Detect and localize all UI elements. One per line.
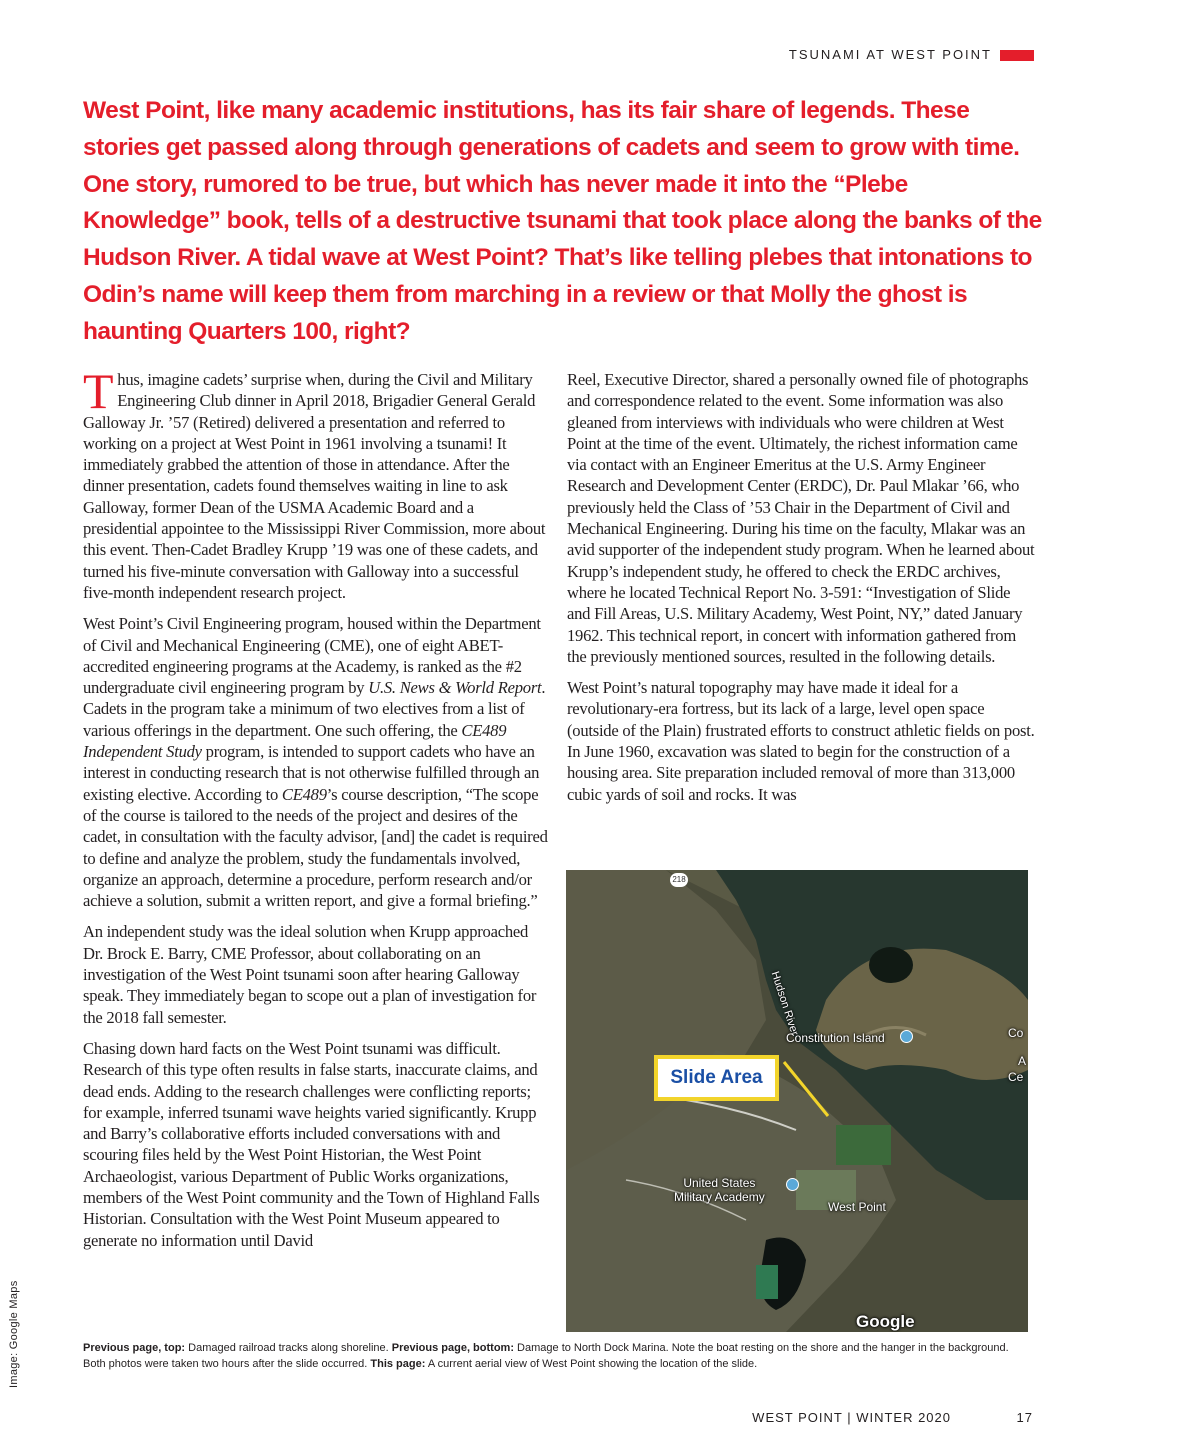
intro-paragraph: West Point, like many academic institutions, has its fair share of legends. These stories get passed along through generations of cadets and seem to grow with time. One story, rumored to be true, but which has never made it into the “Plebe Knowledge” book, tells of a destructive tsunami that took place along the banks of the Hudson River. A tidal wave at West Point? That’s like telling plebes that intonations to Odin’s name will keep them from marching in a review or that Molly the ghost is haunting Quarters 100, right? <box>83 97 1042 345</box>
footer-publication: WEST POINT | WINTER 2020 <box>752 1410 951 1425</box>
p2-text-d: ’s course description, “The scope of the course is tailored to the needs of the project and desires of the cadet, in consultation with the faculty advisor, [and] the cadet is required to define and analyze the problem, study the fundamentals involved, organize an approach, determine a procedure, perform research and/or achieve a solution, submit a written report, and give a formal briefing.” <box>83 784 548 911</box>
image-credit: Image: Google Maps <box>8 1280 20 1388</box>
route-shield-icon: 218 <box>670 873 688 887</box>
running-title-bar <box>1000 50 1034 61</box>
body-paragraph-6: West Point’s natural topography may have made it ideal for a revolutionary-era fortress, but its lack of a large, level open space (outside of the Plain) frustrated efforts to construct athletic fields on post. In June 1960, excavation was slated to begin for the construction of a housing area. Site preparation included removal of more than 313,000 cubic yards of soil and rocks. It was <box>567 678 1035 804</box>
academy-line-2: Military Academy <box>674 1190 765 1204</box>
p2-text-a: West Point’s Civil Engineering program, housed within the Department of Civil and Mechanical Engineering (CME), one of eight ABET-accredited engineering programs at the Academy, is ranked as the #2 undergraduate civil engineering program by <box>83 614 541 698</box>
caption-text-2: Damage to North Dock Marina. Note the boat resting on the shore and the hanger in the background. Both photos were taken two hours after the slide occurred. <box>83 1342 1009 1370</box>
map-pin-icon <box>786 1178 799 1191</box>
caption-label-2: Previous page, bottom: <box>391 1342 514 1354</box>
running-title: TSUNAMI AT WEST POINT <box>788 47 992 62</box>
aerial-map-illustration <box>566 870 1028 1332</box>
constitution-island-label: Constitution Island <box>786 1031 885 1045</box>
body-paragraph-4: Chasing down hard facts on the West Point tsunami was difficult. Research of this type often results in false starts, inaccurate claims, and dead ends. Adding to the research challenges were conflicting reports; for example, inferred tsunami wave heights varied significantly. Krupp and Barry’s collaborative efforts included conversations with and scouring files held by the West Point Historian, the West Point Archaeologist, various Department of Public Works organizations, members of the West Point community and the Town of Highland Falls Historian. Consultation with the West Point Museum appeared to generate no information until David <box>83 1038 540 1250</box>
body-paragraph-3: An independent study was the ideal solution when Krupp approached Dr. Brock E. Barry, CME Professor, about collaborating on an investigation of the West Point tsunami soon after hearing Galloway speak. They immediately began to scope out a plan of investigation for the 2018 fall semester. <box>83 922 537 1027</box>
p2-publication: U.S. News & World Report <box>368 678 542 698</box>
academy-line-1: United States <box>683 1176 756 1190</box>
map-edge-label-2: A <box>1018 1054 1027 1068</box>
aerial-map-photo <box>566 870 1028 1332</box>
body-paragraph-5: Reel, Executive Director, shared a personally owned file of photographs and correspondence related to the event. Some information was also gleaned from interviews with individuals who were children at West Point at the time of the event. Ultimately, the richest information came via contact with an Engineer Emeritus at the U.S. Army Engineer Research and Development Center (ERDC), Dr. Paul Mlakar ’66, who previously held the Class of ’53 Chair in the Department of Civil and Mechanical Engineering. During his time on the faculty, Mlakar was an avid supporter of the independent study program. When he learned about Krupp’s independent study, he offered to check the ERDC archives, where he located Technical Report No. 3-591: “Investigation of Slide and Fill Areas, U.S. Military Academy, West Point, NY,” dated January 1962. This technical report, in concert with information gathered from the previously mentioned sources, resulted in the following details. <box>567 370 1035 666</box>
west-point-town-label: West Point <box>828 1200 886 1214</box>
column-left <box>83 363 551 1261</box>
map-edge-label-3: Ce <box>1008 1070 1024 1084</box>
p2-text-c: program, is intended to support cadets who have an interest in conducting research that is not otherwise fulfilled through an existing elective. According to <box>83 742 540 804</box>
hudson-river-label: Hudson River <box>768 970 801 1038</box>
column-right <box>567 369 1035 815</box>
page-number: 17 <box>1016 1410 1033 1425</box>
p2-course-title: CE489 Independent Study <box>83 720 507 762</box>
body-paragraph-1 <box>83 363 551 603</box>
google-attribution-logo: Google <box>856 1312 915 1331</box>
p2-text-b: . Cadets in the program take a minimum of two electives from a list of various offerings in the department. One such offering, the <box>83 678 546 740</box>
caption-text-3: A current aerial view of West Point showing the location of the slide. <box>425 1358 758 1370</box>
map-pin-icon <box>900 1030 913 1043</box>
photo-caption <box>83 1340 1028 1372</box>
caption-label-3: This page: <box>370 1358 426 1370</box>
body-paragraph-2 <box>83 613 551 911</box>
map-edge-label-1: Co <box>1008 1026 1024 1040</box>
caption-label-1: Previous page, top: <box>83 1342 186 1354</box>
military-academy-label <box>674 1176 765 1204</box>
p2-course-code: CE489 <box>281 784 327 804</box>
drop-cap: T <box>83 363 114 419</box>
slide-area-label: Slide Area <box>654 1055 779 1101</box>
caption-text-1: Damaged railroad tracks along shoreline. <box>185 1342 392 1354</box>
body-paragraph-1-text: hus, imagine cadets’ surprise when, during the Civil and Military Engineering Club dinner in April 2018, Brigadier General Gerald Galloway Jr. ’57 (Retired) delivered a presentation and referred to working on a project at West Point in 1961 involving a tsunami! It immediately grabbed the attention of those in attendance. After the dinner presentation, cadets found themselves waiting in line to ask Galloway, former Dean of the USMA Academic Board and a presidential appointee to the Mississippi River Commission, more about this event. Then-Cadet Bradley Krupp ’19 was one of these cadets, and turned his five-minute conversation with Galloway into a successful five-month independent research project. <box>83 370 546 602</box>
